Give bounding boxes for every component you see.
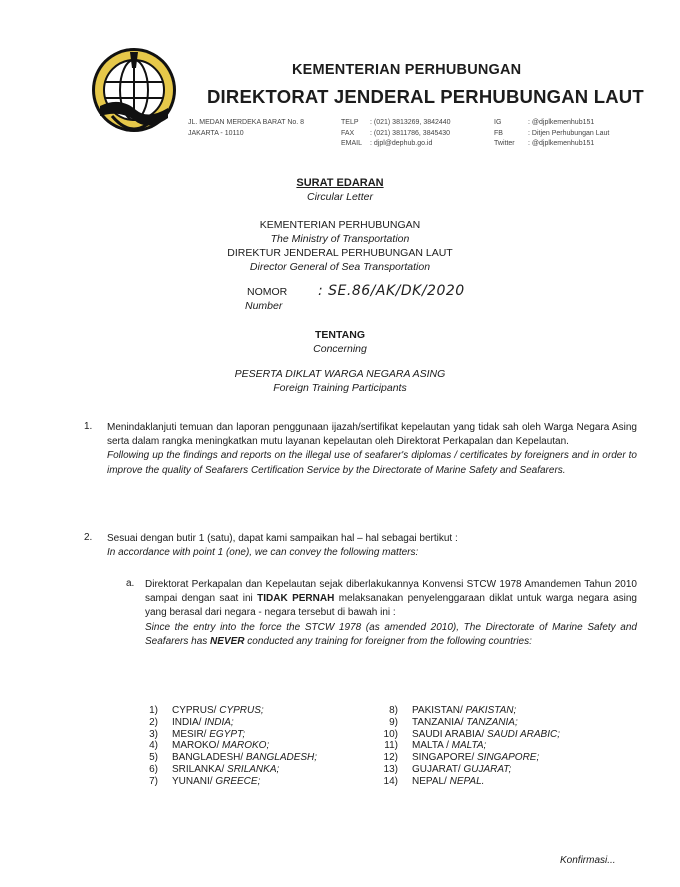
country-item [130,764,317,776]
subject-en: Foreign Training Participants [273,382,407,394]
ministry-name: KEMENTERIAN PERHUBUNGAN [292,62,522,78]
country-name-en: BANGLADESH; [245,752,318,764]
country-item [130,776,317,788]
fax-value: : (021) 3811786, 3845430 [370,129,451,137]
country-item [370,752,560,764]
issuer-director: DIREKTUR JENDERAL PERHUBUNGAN LAUT [227,247,453,259]
country-item [370,729,560,741]
country-item [130,705,317,717]
country-name-en: MAROKO; [222,740,270,752]
paragraph-2-id: Sesuai dengan butir 1 (satu), dapat kami sampaikan hal – hal sebagai bertikut : [107,533,458,544]
country-number: 7) [149,775,158,787]
country-name-en: TANZANIA; [466,716,518,728]
address-block [188,118,304,139]
country-number: 8) [389,705,398,716]
tentang-label: TENTANG [315,329,365,341]
twitter-value: : @djplkemenhub151 [528,140,595,147]
issuer-director-en: Director General of Sea Transportation [249,261,431,273]
country-item [370,776,560,788]
text-span: conducted any training for foreigner from the following countries: [244,635,532,647]
text-span: Direktorat Perkapalan dan Kepelautan sejak diberlakukannya Konvensi STCW 1978 Amandemen Tahun 2010 sampai dengan saat ini [145,579,637,605]
fb-value: : Ditjen Perhubungan Laut [528,129,610,137]
country-number: 3) [149,728,158,740]
nomor-label: NOMOR [247,286,288,298]
social-labels [494,118,515,150]
country-list-right [370,705,560,788]
country-name-id: GUJARAT/ [412,763,464,775]
twitter-label: Twitter [494,140,515,147]
contact-labels [341,118,362,150]
country-name-id: MESIR/ [172,728,210,740]
country-number: 12) [383,752,398,764]
country-item [130,752,317,764]
country-item [370,705,560,717]
paragraph-1-id: Menindaklanjuti temuan dan laporan penggunaan ijazah/sertifikat kepelautan yang tidak sah oleh Warga Negara Asing serta dalam rangka meningkatkan mutu layanan kepelautan oleh Direktorat Perkapalan dan Kepelautan. [107,422,637,448]
country-name-en: CYPRUS; [219,705,264,716]
continued-text: Konfirmasi... [560,855,616,866]
country-number: 11) [384,740,398,752]
paragraph-2-en: In accordance with point 1 (one), we can convey the following matters: [107,547,419,559]
country-number: 10) [383,728,398,740]
ministry-logo [90,46,178,138]
letter-title-en: Circular Letter [307,191,373,203]
country-item [130,729,317,741]
country-number: 6) [149,763,158,775]
paragraph-number: 2. [84,532,93,543]
text-span: melaksanakan penyelenggaraan diklat untuk warga negara asing yang berasal dari negara - negara tersebut di bawah ini : [145,593,637,619]
country-name-id: TANZANIA/ [412,716,467,728]
fax-label: FAX [341,129,355,137]
paragraph-1-en: Following up the findings and reports on the illegal use of seafarer's diplomas / certificates by foreigners and in order to improve the quality of Seafarers Certification Service by the Directorate of Marine Safety and Seafarers. [107,450,637,476]
subpoint-a-id [145,578,637,621]
country-name-id: BANGLADESH/ [172,752,246,764]
country-name-id: CYPRUS/ [172,705,220,716]
directorate-name: DIREKTORAT JENDERAL PERHUBUNGAN LAUT [207,86,644,107]
fb-label: FB [494,129,503,137]
subpoint-a-en [145,621,637,649]
country-number: 2) [149,716,158,728]
text-span: Since the entry into the force the STCW 1978 (as amended 2010), The Directorate of Marine Safety and Seafarers has [145,621,637,647]
telp-value: : (021) 3813269, 3842440 [370,119,451,126]
country-list-left [130,705,317,788]
country-name-id: MAROKO/ [172,740,223,752]
country-name-id: SINGAPORE/ [412,752,478,764]
telp-label: TELP [341,119,359,126]
country-name-en: GREECE; [215,775,261,787]
country-name-en: SINGAPORE; [477,752,540,764]
ig-value: : @djplkemenhub151 [528,119,595,126]
country-item [370,740,560,752]
country-name-id: YUNANI/ [172,775,216,787]
email-value: : djpl@dephub.go.id [370,140,433,147]
ig-label: IG [494,119,502,126]
paragraph-2 [107,532,637,560]
subject: PESERTA DIKLAT WARGA NEGARA ASING [234,368,446,380]
tentang-label-en: Concerning [313,343,367,355]
issuer-ministry: KEMENTERIAN PERHUBUNGAN [259,219,421,231]
nomor-label-en: Number [245,300,283,312]
country-number: 14) [383,775,398,787]
country-name-en: SRILANKA; [227,763,280,775]
email-label: EMAIL [341,140,363,147]
country-name-id: NEPAL/ [412,775,450,787]
country-number: 1) [149,705,158,716]
country-name-en: INDIA; [204,716,234,728]
country-item [370,764,560,776]
social-values [528,118,609,150]
country-name-en: SAUDI ARABIC; [487,728,561,740]
paragraph-1 [107,421,637,478]
country-name-id: PAKISTAN/ [412,705,466,716]
country-number: 4) [149,740,158,752]
country-name-id: INDIA/ [172,716,205,728]
country-item [130,717,317,729]
country-item [370,717,560,729]
country-name-en: NEPAL. [449,775,485,787]
emphasis: NEVER [210,635,245,647]
country-name-en: PAKISTAN; [465,705,517,716]
country-item [130,740,317,752]
nomor-value: : SE.86/AK/DK/2020 [318,283,465,299]
country-number: 9) [389,716,398,728]
country-number: 5) [149,752,158,764]
address-line: JAKARTA - 10110 [188,129,244,137]
address-line: JL. MEDAN MERDEKA BARAT No. 8 [188,119,305,126]
country-name-id: SAUDI ARABIA/ [412,728,488,740]
subpoint-label: a. [126,578,135,589]
country-name-en: GUJARAT; [463,763,512,775]
contact-values [370,118,451,150]
country-name-en: EGYPT; [209,728,246,740]
emphasis: TIDAK PERNAH [257,593,335,605]
country-name-id: MALTA / [412,740,452,752]
country-number: 13) [383,763,398,775]
country-name-id: SRILANKA/ [172,763,228,775]
paragraph-number: 1. [84,421,93,432]
country-name-en: MALTA; [451,740,487,752]
subpoint-a [145,578,637,649]
letter-title: SURAT EDARAN [296,177,384,189]
issuer-ministry-en: The Ministry of Transportation [270,233,410,245]
